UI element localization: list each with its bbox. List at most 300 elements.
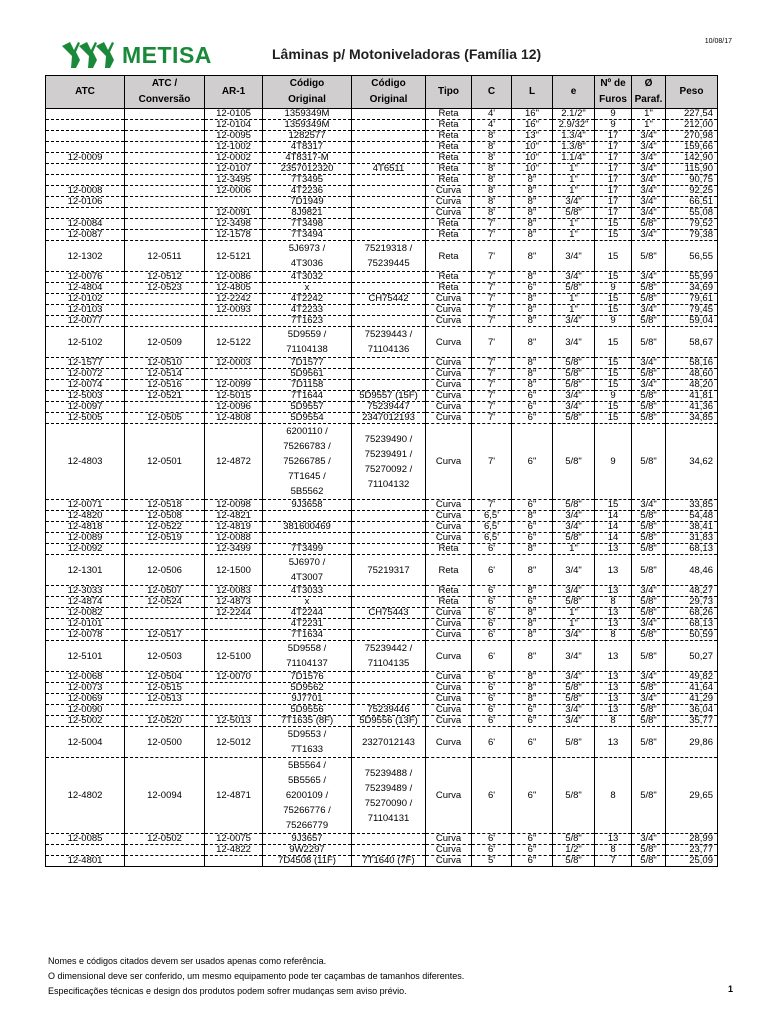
cell-l: 13" bbox=[512, 131, 553, 142]
cell-atc: 12-0097 bbox=[46, 402, 125, 413]
cell-ar1: 12-0003 bbox=[205, 358, 263, 369]
cell-peso: 48,27 bbox=[666, 586, 718, 597]
cell-atc: 12-0090 bbox=[46, 705, 125, 716]
cell-furos: 17 bbox=[595, 153, 632, 164]
cell-ar1 bbox=[205, 197, 263, 208]
cell-tipo: Curva bbox=[426, 522, 472, 533]
cell-peso: 142,90 bbox=[666, 153, 718, 164]
cell-peso: 50,27 bbox=[666, 641, 718, 672]
cell-paraf: 3/4" bbox=[632, 305, 666, 316]
cell-ar1: 12-1002 bbox=[205, 142, 263, 153]
cell-c: 6,5' bbox=[472, 522, 512, 533]
cell-atc-conversao: 12-0500 bbox=[125, 727, 205, 758]
cell-furos: 15 bbox=[595, 500, 632, 511]
cell-e: 1" bbox=[553, 230, 595, 241]
cell-tipo: Curva bbox=[426, 630, 472, 641]
cell-atc-conversao: 12-0519 bbox=[125, 533, 205, 544]
cell-ar1: 12-0104 bbox=[205, 120, 263, 131]
cell-atc-conversao: 12-0501 bbox=[125, 424, 205, 500]
cell-furos: 13 bbox=[595, 834, 632, 845]
cell-l: 8" bbox=[512, 327, 553, 358]
cell-peso: 58,67 bbox=[666, 327, 718, 358]
cell-e: 1" bbox=[553, 164, 595, 175]
cell-codigo-original-2 bbox=[352, 630, 426, 641]
cell-atc bbox=[46, 164, 125, 175]
cell-tipo: Curva bbox=[426, 641, 472, 672]
cell-paraf: 1" bbox=[632, 120, 666, 131]
cell-e: 1/2" bbox=[553, 845, 595, 856]
cell-codigo-original-1 bbox=[263, 533, 352, 544]
cell-atc-conversao: 12-0524 bbox=[125, 597, 205, 608]
cell-ar1: 12-0002 bbox=[205, 153, 263, 164]
cell-ar1: 12-3499 bbox=[205, 544, 263, 555]
cell-e: 5/8" bbox=[553, 727, 595, 758]
cell-codigo-original-2: 75239442 / 71104135 bbox=[352, 641, 426, 672]
cell-codigo-original-1: 5D9554 bbox=[263, 413, 352, 424]
cell-e: 5/8" bbox=[553, 208, 595, 219]
cell-ar1: 12-0093 bbox=[205, 305, 263, 316]
cell-atc: 12-0101 bbox=[46, 619, 125, 630]
cell-paraf: 3/4" bbox=[632, 619, 666, 630]
cell-codigo-original-2: 7T1640 (7F) bbox=[352, 856, 426, 867]
cell-paraf: 3/4" bbox=[632, 586, 666, 597]
cell-furos: 15 bbox=[595, 241, 632, 272]
cell-furos: 15 bbox=[595, 380, 632, 391]
cell-atc: 12-0106 bbox=[46, 197, 125, 208]
cell-e: 3/4" bbox=[553, 272, 595, 283]
cell-furos: 15 bbox=[595, 413, 632, 424]
cell-l: 8" bbox=[512, 608, 553, 619]
column-header-ar1: AR-1 bbox=[205, 76, 263, 109]
cell-paraf: 5/8" bbox=[632, 727, 666, 758]
cell-atc-conversao bbox=[125, 402, 205, 413]
cell-atc: 12-0074 bbox=[46, 380, 125, 391]
cell-codigo-original-1: 5B5564 / 5B5565 / 6200109 / 75266776 / 75266779 bbox=[263, 758, 352, 834]
cell-paraf: 5/8" bbox=[632, 424, 666, 500]
cell-c: 7' bbox=[472, 413, 512, 424]
cell-furos: 13 bbox=[595, 608, 632, 619]
cell-ar1: 12-0083 bbox=[205, 586, 263, 597]
cell-atc bbox=[46, 208, 125, 219]
cell-tipo: Curva bbox=[426, 402, 472, 413]
cell-paraf: 5/8" bbox=[632, 369, 666, 380]
cell-ar1: 12-1578 bbox=[205, 230, 263, 241]
cell-furos: 13 bbox=[595, 544, 632, 555]
cell-tipo: Curva bbox=[426, 511, 472, 522]
cell-atc: 12-4803 bbox=[46, 424, 125, 500]
cell-atc: 12-0087 bbox=[46, 230, 125, 241]
cell-peso: 36,04 bbox=[666, 705, 718, 716]
cell-paraf: 5/8" bbox=[632, 402, 666, 413]
cell-codigo-original-2: CH75443 bbox=[352, 608, 426, 619]
cell-e: 1" bbox=[553, 186, 595, 197]
cell-paraf: 3/4" bbox=[632, 175, 666, 186]
page-title: Lâminas p/ Motoniveladoras (Família 12) bbox=[272, 46, 542, 62]
cell-atc-conversao bbox=[125, 544, 205, 555]
cell-e: 5/8" bbox=[553, 283, 595, 294]
metisa-logo bbox=[62, 40, 244, 70]
cell-e: 3/4" bbox=[553, 241, 595, 272]
cell-codigo-original-1: 7T1623 bbox=[263, 316, 352, 327]
cell-c: 6' bbox=[472, 555, 512, 586]
cell-tipo: Curva bbox=[426, 672, 472, 683]
cell-codigo-original-2: 4T6511 bbox=[352, 164, 426, 175]
cell-l: 6" bbox=[512, 402, 553, 413]
cell-e: 5/8" bbox=[553, 683, 595, 694]
page-number: 1 bbox=[728, 984, 734, 994]
cell-codigo-original-2 bbox=[352, 120, 426, 131]
cell-peso: 90,75 bbox=[666, 175, 718, 186]
cell-e: 1" bbox=[553, 619, 595, 630]
cell-codigo-original-2 bbox=[352, 511, 426, 522]
table-row bbox=[46, 142, 718, 153]
cell-ar1: 12-0086 bbox=[205, 272, 263, 283]
cell-furos: 9 bbox=[595, 109, 632, 120]
cell-codigo-original-2 bbox=[352, 358, 426, 369]
table-row bbox=[46, 845, 718, 856]
cell-l: 6" bbox=[512, 533, 553, 544]
cell-l: 6" bbox=[512, 391, 553, 402]
cell-l: 8" bbox=[512, 197, 553, 208]
cell-tipo: Curva bbox=[426, 369, 472, 380]
cell-ar1: 12-0088 bbox=[205, 533, 263, 544]
table-row bbox=[46, 758, 718, 834]
cell-codigo-original-2: 5D9557 (15F) bbox=[352, 391, 426, 402]
cell-atc: 12-5004 bbox=[46, 727, 125, 758]
cell-furos: 14 bbox=[595, 511, 632, 522]
cell-e: 5/8" bbox=[553, 358, 595, 369]
cell-atc-conversao bbox=[125, 705, 205, 716]
cell-tipo: Curva bbox=[426, 186, 472, 197]
cell-codigo-original-2 bbox=[352, 316, 426, 327]
cell-codigo-original-1: 5D9562 bbox=[263, 683, 352, 694]
cell-atc-conversao: 12-0503 bbox=[125, 641, 205, 672]
cell-ar1: 12-0070 bbox=[205, 672, 263, 683]
cell-paraf: 5/8" bbox=[632, 327, 666, 358]
cell-atc: 12-0078 bbox=[46, 630, 125, 641]
cell-paraf: 5/8" bbox=[632, 544, 666, 555]
cell-furos: 15 bbox=[595, 294, 632, 305]
cell-l: 8" bbox=[512, 305, 553, 316]
cell-l: 8" bbox=[512, 641, 553, 672]
cell-c: 7' bbox=[472, 241, 512, 272]
cell-codigo-original-1: 5D9553 / 7T1633 bbox=[263, 727, 352, 758]
table-row bbox=[46, 197, 718, 208]
cell-e: 5/8" bbox=[553, 758, 595, 834]
cell-tipo: Reta bbox=[426, 153, 472, 164]
cell-ar1: 12-0107 bbox=[205, 164, 263, 175]
cell-l: 8" bbox=[512, 208, 553, 219]
cell-e: 5/8" bbox=[553, 694, 595, 705]
table-row bbox=[46, 109, 718, 120]
cell-tipo: Reta bbox=[426, 175, 472, 186]
cell-paraf: 5/8" bbox=[632, 716, 666, 727]
cell-l: 8" bbox=[512, 241, 553, 272]
cell-atc-conversao: 12-0522 bbox=[125, 522, 205, 533]
cell-atc-conversao bbox=[125, 208, 205, 219]
cell-l: 6" bbox=[512, 845, 553, 856]
cell-peso: 79,61 bbox=[666, 294, 718, 305]
cell-paraf: 1" bbox=[632, 109, 666, 120]
cell-ar1 bbox=[205, 856, 263, 867]
cell-paraf: 3/4" bbox=[632, 131, 666, 142]
cell-codigo-original-1: 7D4508 (11F) bbox=[263, 856, 352, 867]
cell-codigo-original-2: 2347012193 bbox=[352, 413, 426, 424]
cell-furos: 15 bbox=[595, 272, 632, 283]
table-row bbox=[46, 424, 718, 500]
cell-furos: 14 bbox=[595, 533, 632, 544]
cell-ar1: 12-0105 bbox=[205, 109, 263, 120]
cell-paraf: 3/4" bbox=[632, 272, 666, 283]
cell-ar1: 12-0075 bbox=[205, 834, 263, 845]
cell-paraf: 5/8" bbox=[632, 316, 666, 327]
table-body bbox=[46, 109, 718, 867]
cell-ar1: 12-4819 bbox=[205, 522, 263, 533]
table-row bbox=[46, 164, 718, 175]
cell-codigo-original-2: 75239488 / 75239489 / 75270090 / 71104131 bbox=[352, 758, 426, 834]
cell-ar1: 12-5122 bbox=[205, 327, 263, 358]
cell-c: 6' bbox=[472, 608, 512, 619]
cell-ar1: 12-4872 bbox=[205, 424, 263, 500]
cell-tipo: Curva bbox=[426, 305, 472, 316]
cell-c: 6,5' bbox=[472, 511, 512, 522]
table-row bbox=[46, 608, 718, 619]
cell-atc-conversao: 12-0512 bbox=[125, 272, 205, 283]
column-header-atc: ATC bbox=[46, 76, 125, 109]
cell-paraf: 3/4" bbox=[632, 197, 666, 208]
cell-furos: 8 bbox=[595, 758, 632, 834]
cell-ar1: 12-2244 bbox=[205, 608, 263, 619]
cell-paraf: 3/4" bbox=[632, 230, 666, 241]
cell-tipo: Reta bbox=[426, 241, 472, 272]
cell-codigo-original-2 bbox=[352, 230, 426, 241]
cell-c: 6' bbox=[472, 694, 512, 705]
cell-ar1: 12-0096 bbox=[205, 402, 263, 413]
cell-l: 8" bbox=[512, 555, 553, 586]
cell-ar1: 12-0095 bbox=[205, 131, 263, 142]
cell-l: 16" bbox=[512, 109, 553, 120]
footer-note-dimensional: O dimensional deve ser conferido, um mesmo equipamento pode ter caçambas de tamanhos diferentes. bbox=[48, 971, 465, 981]
cell-l: 8" bbox=[512, 358, 553, 369]
cell-c: 7' bbox=[472, 424, 512, 500]
cell-atc: 12-4801 bbox=[46, 856, 125, 867]
cell-furos: 13 bbox=[595, 727, 632, 758]
cell-c: 7' bbox=[472, 230, 512, 241]
cell-tipo: Reta bbox=[426, 164, 472, 175]
cell-atc-conversao: 12-0507 bbox=[125, 586, 205, 597]
cell-codigo-original-1: 9J7701 bbox=[263, 694, 352, 705]
cell-atc: 12-0084 bbox=[46, 219, 125, 230]
cell-peso: 56,55 bbox=[666, 241, 718, 272]
cell-paraf: 5/8" bbox=[632, 856, 666, 867]
cell-tipo: Curva bbox=[426, 500, 472, 511]
cell-peso: 34,69 bbox=[666, 283, 718, 294]
cell-peso: 38,41 bbox=[666, 522, 718, 533]
cell-furos: 13 bbox=[595, 641, 632, 672]
cell-c: 4' bbox=[472, 109, 512, 120]
table-row bbox=[46, 727, 718, 758]
cell-paraf: 3/4" bbox=[632, 672, 666, 683]
cell-tipo: Reta bbox=[426, 142, 472, 153]
cell-paraf: 5/8" bbox=[632, 522, 666, 533]
table-row bbox=[46, 327, 718, 358]
cell-codigo-original-2 bbox=[352, 834, 426, 845]
table-row bbox=[46, 672, 718, 683]
cell-codigo-original-1: 4T2231 bbox=[263, 619, 352, 630]
cell-codigo-original-2 bbox=[352, 175, 426, 186]
cell-paraf: 5/8" bbox=[632, 294, 666, 305]
cell-paraf: 5/8" bbox=[632, 219, 666, 230]
cell-atc: 12-0089 bbox=[46, 533, 125, 544]
cell-furos: 9 bbox=[595, 316, 632, 327]
cell-codigo-original-2 bbox=[352, 219, 426, 230]
cell-atc: 12-0077 bbox=[46, 316, 125, 327]
cell-atc: 12-0092 bbox=[46, 544, 125, 555]
cell-codigo-original-1: 5D9556 bbox=[263, 705, 352, 716]
cell-tipo: Curva bbox=[426, 727, 472, 758]
column-header-codigo-original-1: Código Original bbox=[263, 76, 352, 109]
cell-atc bbox=[46, 109, 125, 120]
column-header-peso: Peso bbox=[666, 76, 718, 109]
cell-codigo-original-1: 6200110 / 75266783 / 75266785 / 7T1645 / 5B5562 bbox=[263, 424, 352, 500]
cell-c: 8' bbox=[472, 142, 512, 153]
cell-atc-conversao: 12-0510 bbox=[125, 358, 205, 369]
cell-furos: 15 bbox=[595, 369, 632, 380]
cell-tipo: Curva bbox=[426, 834, 472, 845]
cell-peso: 49,82 bbox=[666, 672, 718, 683]
cell-c: 6' bbox=[472, 705, 512, 716]
cell-l: 8" bbox=[512, 672, 553, 683]
cell-l: 8" bbox=[512, 230, 553, 241]
cell-atc-conversao bbox=[125, 294, 205, 305]
table-row bbox=[46, 630, 718, 641]
cell-peso: 48,46 bbox=[666, 555, 718, 586]
cell-l: 8" bbox=[512, 175, 553, 186]
document-date: 10/08/17 bbox=[704, 38, 732, 45]
cell-peso: 79,45 bbox=[666, 305, 718, 316]
cell-peso: 227,54 bbox=[666, 109, 718, 120]
cell-codigo-original-2 bbox=[352, 380, 426, 391]
table-row bbox=[46, 283, 718, 294]
table-row bbox=[46, 597, 718, 608]
footer-note-reference: Nomes e códigos citados devem ser usados apenas como referência. bbox=[48, 956, 327, 966]
cell-c: 6' bbox=[472, 672, 512, 683]
cell-codigo-original-1: 7T3494 bbox=[263, 230, 352, 241]
cell-atc: 12-4818 bbox=[46, 522, 125, 533]
cell-tipo: Reta bbox=[426, 120, 472, 131]
cell-ar1: 12-5012 bbox=[205, 727, 263, 758]
cell-l: 8" bbox=[512, 619, 553, 630]
cell-peso: 59,04 bbox=[666, 316, 718, 327]
cell-c: 6' bbox=[472, 716, 512, 727]
cell-ar1: 12-0091 bbox=[205, 208, 263, 219]
logo-mark-icon bbox=[62, 42, 116, 68]
cell-tipo: Curva bbox=[426, 327, 472, 358]
cell-tipo: Curva bbox=[426, 197, 472, 208]
cell-l: 8" bbox=[512, 186, 553, 197]
cell-paraf: 5/8" bbox=[632, 630, 666, 641]
logo-text: METISA bbox=[122, 41, 212, 68]
cell-e: 3/4" bbox=[553, 402, 595, 413]
cell-peso: 29,65 bbox=[666, 758, 718, 834]
cell-furos: 8 bbox=[595, 716, 632, 727]
cell-paraf: 3/4" bbox=[632, 834, 666, 845]
cell-ar1: 12-4871 bbox=[205, 758, 263, 834]
cell-codigo-original-2 bbox=[352, 186, 426, 197]
cell-e: 1" bbox=[553, 294, 595, 305]
cell-ar1: 12-2242 bbox=[205, 294, 263, 305]
cell-paraf: 3/4" bbox=[632, 208, 666, 219]
cell-codigo-original-2 bbox=[352, 586, 426, 597]
cell-codigo-original-1: 5J6970 / 4T3007 bbox=[263, 555, 352, 586]
cell-codigo-original-2 bbox=[352, 533, 426, 544]
cell-furos: 17 bbox=[595, 131, 632, 142]
cell-peso: 29,73 bbox=[666, 597, 718, 608]
table-row bbox=[46, 413, 718, 424]
cell-c: 7' bbox=[472, 380, 512, 391]
cell-c: 6' bbox=[472, 630, 512, 641]
cell-furos: 13 bbox=[595, 694, 632, 705]
cell-atc: 12-5003 bbox=[46, 391, 125, 402]
cell-atc-conversao bbox=[125, 619, 205, 630]
cell-furos: 8 bbox=[595, 597, 632, 608]
cell-tipo: Curva bbox=[426, 391, 472, 402]
cell-codigo-original-2 bbox=[352, 305, 426, 316]
table-row bbox=[46, 511, 718, 522]
cell-atc-conversao: 12-0506 bbox=[125, 555, 205, 586]
cell-peso: 212,00 bbox=[666, 120, 718, 131]
cell-atc: 12-0069 bbox=[46, 694, 125, 705]
cell-peso: 55,99 bbox=[666, 272, 718, 283]
cell-codigo-original-1: 7D1576 bbox=[263, 672, 352, 683]
table-row bbox=[46, 856, 718, 867]
cell-furos: 8 bbox=[595, 845, 632, 856]
cell-paraf: 5/8" bbox=[632, 391, 666, 402]
cell-e: 3/4" bbox=[553, 641, 595, 672]
cell-ar1 bbox=[205, 369, 263, 380]
table-row bbox=[46, 619, 718, 630]
cell-paraf: 3/4" bbox=[632, 380, 666, 391]
cell-l: 6" bbox=[512, 705, 553, 716]
cell-codigo-original-1: 7T1634 bbox=[263, 630, 352, 641]
cell-l: 8" bbox=[512, 544, 553, 555]
cell-l: 8" bbox=[512, 630, 553, 641]
cell-atc bbox=[46, 142, 125, 153]
cell-peso: 48,20 bbox=[666, 380, 718, 391]
cell-codigo-original-1: 1359349M bbox=[263, 120, 352, 131]
cell-codigo-original-2: 75239446 bbox=[352, 705, 426, 716]
cell-e: 1.1/4" bbox=[553, 153, 595, 164]
cell-codigo-original-1: 1282577 bbox=[263, 131, 352, 142]
cell-codigo-original-2 bbox=[352, 694, 426, 705]
cell-c: 7' bbox=[472, 369, 512, 380]
blades-table bbox=[45, 75, 718, 867]
cell-paraf: 3/4" bbox=[632, 500, 666, 511]
cell-furos: 17 bbox=[595, 208, 632, 219]
cell-atc-conversao bbox=[125, 219, 205, 230]
cell-l: 8" bbox=[512, 272, 553, 283]
footer-notes bbox=[48, 954, 464, 999]
cell-tipo: Curva bbox=[426, 619, 472, 630]
cell-c: 5' bbox=[472, 856, 512, 867]
cell-atc: 12-1301 bbox=[46, 555, 125, 586]
cell-peso: 58,16 bbox=[666, 358, 718, 369]
cell-l: 8" bbox=[512, 586, 553, 597]
cell-c: 6,5' bbox=[472, 533, 512, 544]
cell-e: 3/4" bbox=[553, 391, 595, 402]
cell-l: 8" bbox=[512, 380, 553, 391]
cell-furos: 8 bbox=[595, 630, 632, 641]
